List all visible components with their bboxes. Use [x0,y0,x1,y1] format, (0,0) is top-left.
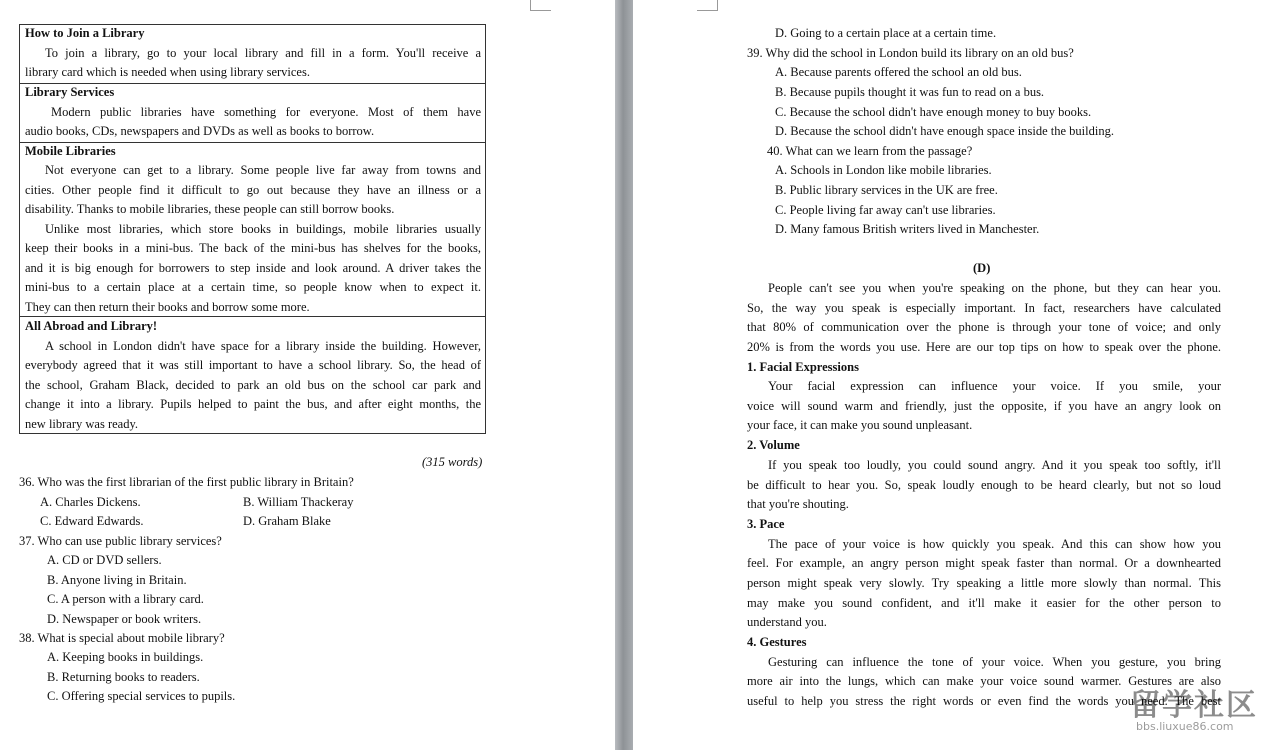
section-text: disability. Thanks to mobile libraries, these people can still borrow books. [25,202,395,216]
answer-option: A. Keeping books in buildings. [47,650,204,664]
question-stem: 38. What is special about mobile library? [19,631,225,645]
answer-option: D. Many famous British writers lived in Manchester. [775,222,1040,236]
passage-text: may make you sound confident, and it'll make it easier for the other person to [747,596,1221,610]
passage-text: that you're shouting. [747,497,849,511]
answer-option: C. A person with a library card. [47,592,204,606]
left-page [0,0,615,750]
question-stem: 36. Who was the first librarian of the first public library in Britain? [19,475,354,489]
tip-heading: 2. Volume [747,438,800,452]
watermark-text: 留学社区 [1130,688,1258,723]
section-text: keep their books in a mini-bus. The back of the mini-bus has shelves for the books, [25,241,481,255]
question-stem: 40. What can we learn from the passage? [767,144,973,158]
section-text: Modern public libraries have something for everyone. Most of them have [51,105,481,119]
passage-text: more air into the lungs, which can make your voice sound warmer. Gestures are also [747,674,1221,688]
tip-heading: 3. Pace [747,517,785,531]
section-text: Not everyone can get to a library. Some people live far away from towns and [45,163,481,177]
passage-text: 20% is from the words you use. Here are our top tips on how to speak over the phone. [747,340,1221,354]
passage-text: understand you. [747,615,827,629]
section-heading: How to Join a Library [25,26,145,40]
answer-option: B. William Thackeray [243,495,354,509]
answer-option: C. People living far away can't use libraries. [775,203,996,217]
section-text: everybody agreed that it was still important to have a school library. So, the head of [25,358,481,372]
watermark-logo [1112,680,1272,750]
passage-text: feel. For example, an angry person might speak faster than normal. Or a downhearted [747,556,1221,570]
passage-text: useful to help you stress the right words or even find the words you need. The best [747,694,1221,708]
passage-text: Your facial expression can influence your voice. If you smile, your [768,379,1221,393]
answer-option: D. Because the school didn't have enough space inside the building. [775,124,1114,138]
right-page [633,0,1272,750]
answer-option: A. Schools in London like mobile libraries. [775,163,992,177]
section-heading: Mobile Libraries [25,144,116,158]
passage-text: Gesturing can influence the tone of your voice. When you gesture, you bring [768,655,1221,669]
section-text: Unlike most libraries, which store books in buildings, mobile libraries usually [45,222,481,236]
answer-option: D. Going to a certain place at a certain time. [775,26,997,40]
answer-option: C. Edward Edwards. [40,514,144,528]
section-text: A school in London didn't have space for a library inside the building. However, [45,339,481,353]
section-heading: Library Services [25,85,115,99]
crop-mark [530,0,551,11]
section-text: They can then return their books and borrow some more. [25,300,310,314]
passage-text: The pace of your voice is how quickly you speak. And this can show how you [768,537,1221,551]
section-text: the school, Graham Black, decided to park an old bus on the school car park and [25,378,481,392]
question-stem: 37. Who can use public library services? [19,534,222,548]
crop-mark [697,0,718,11]
section-text: mini-bus to a certain place at a certain time, so people know when to expect it. [25,280,481,294]
passage-text: People can't see you when you're speaking on the phone, but they can hear you. [768,281,1221,295]
passage-text: person might speak very slowly. Try speaking a little more slowly than normal. This [747,576,1221,590]
answer-option: D. Graham Blake [243,514,331,528]
answer-option: C. Because the school didn't have enough money to buy books. [775,105,1092,119]
section-text: cities. Other people find it difficult to go out because they have an illness or a [25,183,481,197]
passage-text: voice will sound warm and friendly, just the opposite, if you have an angry look on [747,399,1221,413]
answer-option: A. Because parents offered the school an old bus. [775,65,1022,79]
section-text: change it into a library. Pupils helped to paint the bus, and after eight months, the [25,397,481,411]
section-text: To join a library, go to your local library and fill in a form. You'll receive a [45,46,481,60]
answer-option: B. Public library services in the UK are free. [775,183,998,197]
answer-option: D. Newspaper or book writers. [47,612,202,626]
section-text: library card which is needed when using library services. [25,65,310,79]
answer-option: B. Returning books to readers. [47,670,200,684]
word-count: (315 words) [422,455,483,469]
answer-option: C. Offering special services to pupils. [47,689,236,703]
passage-text: that 80% of communication over the phone is through your tone of voice; and only [747,320,1221,334]
passage-text: So, the way you speak is especially important. In fact, researchers have calculated [747,301,1221,315]
watermark-url: bbs.liuxue86.com [1136,720,1234,733]
passage-text: your face, it can make you sound unpleasant. [747,418,973,432]
passage-text: If you speak too loudly, you could sound angry. And it you speak too softly, it'll [768,458,1221,472]
section-text: audio books, CDs, newspapers and DVDs as well as books to borrow. [25,124,375,138]
tip-heading: 4. Gestures [747,635,807,649]
answer-option: A. Charles Dickens. [40,495,141,509]
section-text: new library was ready. [25,417,139,431]
section-text: and it is big enough for borrowers to step inside and look around. A driver takes the [25,261,481,275]
section-heading: All Abroad and Library! [25,319,158,333]
answer-option: A. CD or DVD sellers. [47,553,162,567]
tip-heading: 1. Facial Expressions [747,360,859,374]
passage-label: (D) [973,261,991,275]
passage-text: be difficult to hear you. So, speak loudly enough to be heard clearly, but not so loud [747,478,1221,492]
answer-option: B. Anyone living in Britain. [47,573,187,587]
question-stem: 39. Why did the school in London build its library on an old bus? [747,46,1074,60]
page-gutter [615,0,633,750]
answer-option: B. Because pupils thought it was fun to read on a bus. [775,85,1045,99]
